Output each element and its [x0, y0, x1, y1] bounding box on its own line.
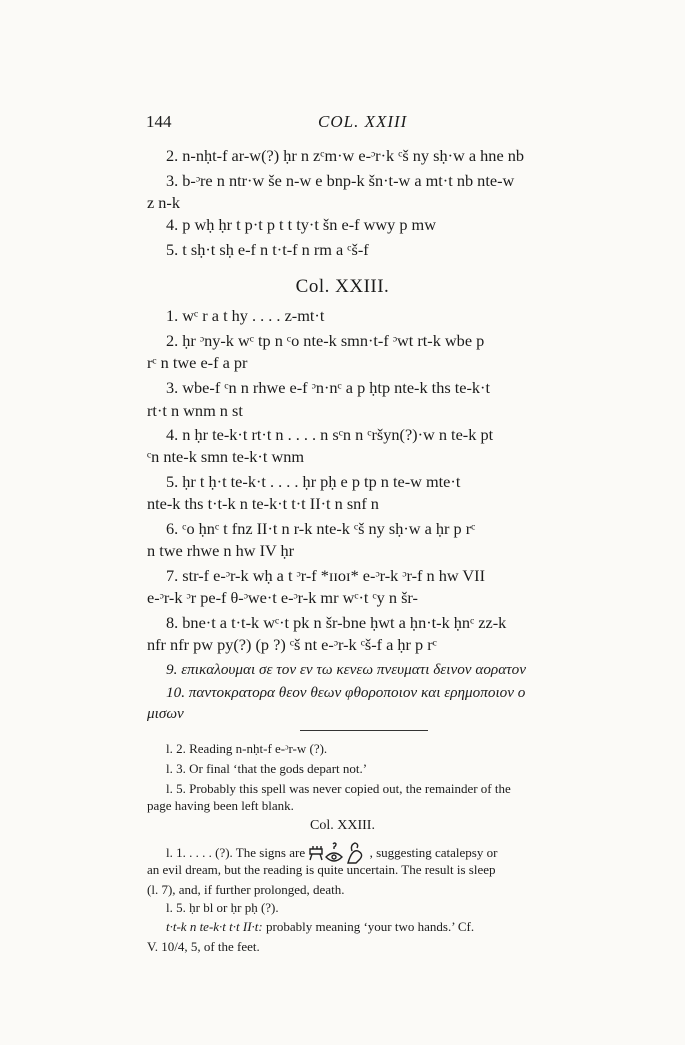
text-line: ᶜn nte-k smn te-k·t wnm — [147, 447, 305, 466]
section-heading: Col. XXIII. — [295, 276, 390, 297]
note-line: l. 5. ḥr bl or ḥr pḥ (?). — [166, 900, 279, 915]
footnote-rule — [300, 730, 428, 731]
note-line: (l. 7), and, if further prolonged, death. — [147, 882, 345, 897]
footnote-heading: Col. XXIII. — [310, 818, 375, 833]
page-number: 144 — [146, 112, 172, 131]
text-line: nfr nfr pw py(?) (p ?) ᶜš nt e-ᵓr-k ᶜš-f a ḥr p rᶜ — [147, 635, 437, 654]
text-line: 1. wᶜ r a t hy . . . . z-mt·t — [166, 306, 325, 325]
greek-line: 9. επικαλουμαι σε τον εν τω κενεω πνευματι δεινον αορατον — [166, 661, 526, 678]
greek-line: μισων — [147, 705, 184, 722]
text-line: 5. ḥr t ḥ·t te-k·t . . . . ḥr pḥ e p tp n te-w mte·t — [166, 472, 461, 491]
text-line: e-ᵓr-k ᵓr pe-f θ-ᵓwe·t e-ᵓr-k mr wᶜ·t ᶜy n šr- — [147, 588, 418, 607]
note-text: probably meaning ‘your two hands.’ Cf. — [262, 919, 475, 934]
text-line: 7. str-f e-ᵓr-k wḥ a t ᵓr-f *ɪɪoɪ* e-ᵓr-k ᵓr-f n hw VII — [166, 566, 485, 585]
text-line: n twe rhwe n hw IV ḥr — [147, 541, 295, 560]
running-title: COL. XXIII — [318, 112, 408, 131]
note-line — [166, 919, 474, 935]
note-line: an evil dream, but the reading is quite uncertain. The result is sleep — [147, 862, 496, 877]
note-italic: t·t-k n te-k·t t·t II·t: — [166, 919, 263, 934]
text-line: 2. ḥr ᵓny-k wᶜ tp n ᶜo nte-k smn·t-f ᵓwt rt-k wbe p — [166, 331, 485, 350]
running-header — [0, 112, 685, 136]
text-line: 8. bne·t a t·t-k wᶜ·t pk n šr-bne ḥwt a ḥn·t-k ḥnᶜ zz-k — [166, 613, 507, 632]
footnote: l. 3. Or final ‘that the gods depart not.’ — [166, 761, 368, 776]
text-line: 3. b-ᵓre n ntr·w še n-w e bnp-k šn·t-w a mt·t nb nte-w — [166, 171, 515, 190]
text-line: 4. p wḥ ḥr t p·t p t t ty·t šn e-f wwy p mw — [166, 215, 436, 234]
footnote: l. 2. Reading n-nḥt-f e-ᵓr-w (?). — [166, 741, 328, 756]
footnote: l. 5. Probably this spell was never copied out, the remainder of the — [166, 781, 511, 796]
text-line: 3. wbe-f ᶜn n rhwe e-f ᵓn·nᶜ a p ḥtp nte-k ths te-k·t — [166, 378, 491, 397]
text-line: rt·t n wnm n st — [147, 401, 243, 420]
text-line: 4. n ḥr te-k·t rt·t n . . . . n sᶜn n ᶜršyn(?)·w n te-k pt — [166, 425, 494, 444]
note-text: , suggesting catalepsy or — [369, 844, 498, 860]
greek-line: 10. παντοκρατορα θεον θεων φθοροποιον και ερημοποιον ο — [166, 684, 526, 701]
text-line: 6. ᶜo ḥnᶜ t fnz II·t n r-k nte-k ᶜš ny sḥ·w a ḥr p rᶜ — [166, 519, 476, 538]
text-line: nte-k ths t·t-k n te-k·t t·t II·t n snf n — [147, 494, 379, 513]
note-text: l. 1. . . . . (?). The signs are — [166, 844, 306, 860]
footnote: page having been left blank. — [147, 798, 294, 813]
text-line: rᶜ n twe e-f a pr — [147, 353, 248, 372]
text-line: z n-k — [147, 193, 180, 212]
text-line: 5. t sḥ·t sḥ e-f n t·t-f n rm a ᶜš-f — [166, 240, 369, 259]
text-line: 2. n-nḥt-f ar-w(?) ḥr n zᶜm·w e-ᵓr·k ᶜš ny sḥ·w a hne nb — [166, 146, 525, 165]
note-line: V. 10/4, 5, of the feet. — [147, 939, 260, 954]
